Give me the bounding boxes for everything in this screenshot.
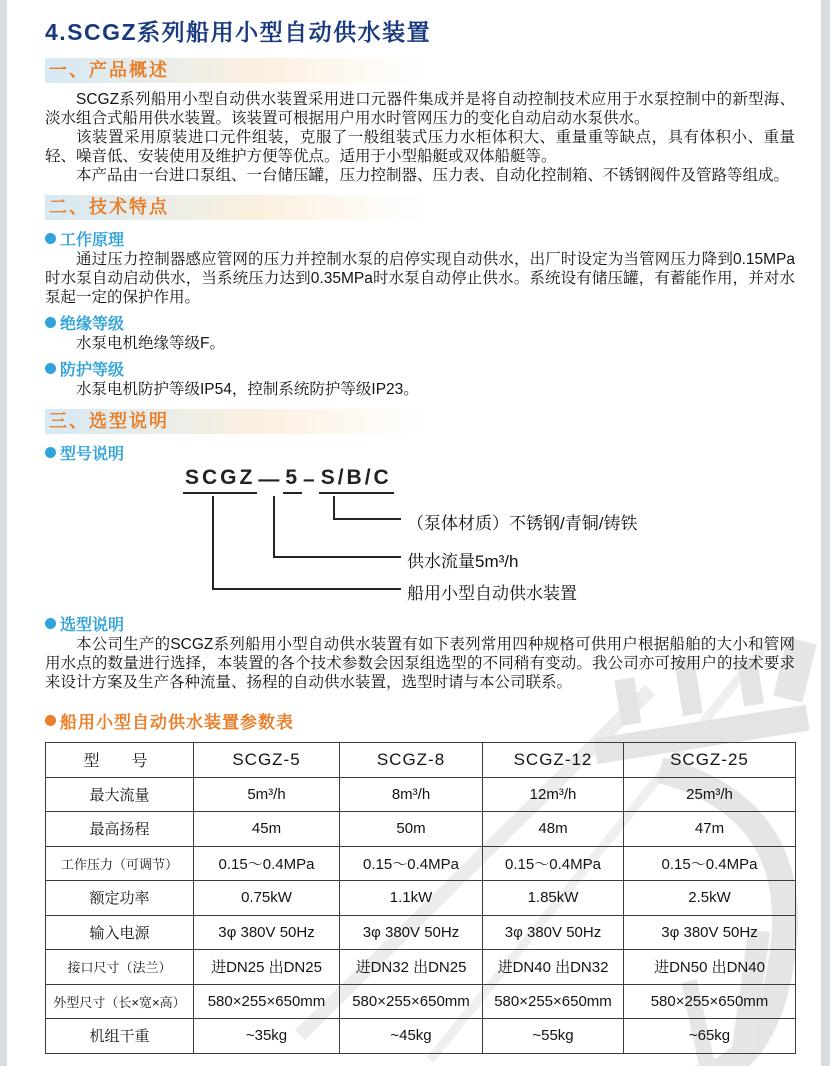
- model-code: [183, 466, 394, 494]
- feature-label: 防护等级: [60, 362, 125, 379]
- params-table: [45, 742, 796, 1054]
- cell-value: 0.15～0.4MPa: [194, 846, 340, 881]
- cell-value: 进DN50 出DN40: [624, 950, 796, 985]
- feature-text: 通过压力控制器感应管网的压力并控制水泵的启停实现自动供水，出厂时设定为当管网压力降到0.15MPa时水泵自动启动供水，当系统压力达到0.35MPa时水泵自动停止供水。系统设有储压罐，有蓄能作用，并对水泵起一定的保护作用。: [45, 251, 795, 306]
- table-row: [46, 812, 796, 847]
- cell-value: 1.1kW: [340, 881, 483, 916]
- cell-value: 0.15～0.4MPa: [483, 846, 624, 881]
- cell-value: 580×255×650mm: [340, 984, 483, 1019]
- table-row: [46, 881, 796, 916]
- feature-item-protection: [45, 357, 795, 380]
- cell-value: 5m³/h: [194, 777, 340, 812]
- header-cell: 型 号: [46, 743, 194, 778]
- cell-value: 50m: [340, 812, 483, 847]
- selection-paragraph: 本公司生产的SCGZ系列船用小型自动供水装置有如下表列常用四种规格可供用户根据船舶的大小和管网用水点的数量进行选择，本装置的各个技术参数会因泵组选型的不同稍有变动。我公司亦可按用户的技术要求来设计方案及生产各种流量、扬程的自动供水装置，选型时请与本公司联系。: [45, 636, 795, 691]
- model-segment-flow: 5: [283, 466, 302, 494]
- table-row: [46, 846, 796, 881]
- feature-label: 绝缘等级: [60, 316, 125, 333]
- model-explain-heading: [45, 441, 795, 464]
- row-label: 外型尺寸（长×宽×高）: [46, 984, 194, 1019]
- model-code-diagram: [45, 466, 795, 608]
- bullet-dot-icon: [45, 317, 56, 328]
- cell-value: 进DN40 出DN32: [483, 950, 624, 985]
- table-row: [46, 984, 796, 1019]
- callout-label: 供水流量5m³/h: [407, 552, 519, 571]
- cell-value: 47m: [624, 812, 796, 847]
- bullet-dot-icon: [45, 618, 56, 629]
- row-label: 额定功率: [46, 881, 194, 916]
- cell-value: 25m³/h: [624, 777, 796, 812]
- overview-paragraph-2: 该装置采用原装进口元件组装，克服了一般组装式压力水柜体积大、重量重等缺点，具有体积小、重量轻、噪音低、安装使用及维护方便等优点。适用于小型船艇或双体船艇等。: [45, 129, 795, 165]
- cell-value: 3φ 380V 50Hz: [340, 915, 483, 950]
- page-title: 4.SCGZ系列船用小型自动供水装置: [45, 19, 432, 45]
- cell-value: ~55kg: [483, 1019, 624, 1054]
- header-cell: SCGZ-8: [340, 743, 483, 778]
- section-heading-selection: 三、选型说明: [49, 411, 169, 431]
- cell-value: 进DN25 出DN25: [194, 950, 340, 985]
- cell-value: 2.5kW: [624, 881, 796, 916]
- table-row: [46, 915, 796, 950]
- connector-line: [273, 556, 401, 558]
- header-cell: SCGZ-5: [194, 743, 340, 778]
- cell-value: 1.85kW: [483, 881, 624, 916]
- connector-line: [273, 496, 275, 558]
- connector-line: [212, 496, 214, 590]
- page-edge-right: [821, 0, 830, 1066]
- bullet-dot-icon: [45, 447, 56, 458]
- bullet-dot-icon: [45, 363, 56, 374]
- feature-item-insulation: [45, 311, 795, 334]
- row-label: 工作压力（可调节）: [46, 846, 194, 881]
- table-row: [46, 950, 796, 985]
- params-table-body: [46, 743, 796, 1054]
- cell-value: 3φ 380V 50Hz: [483, 915, 624, 950]
- model-segment-material: S/B/C: [319, 466, 394, 494]
- cell-value: 0.15～0.4MPa: [340, 846, 483, 881]
- bullet-dot-icon: [45, 233, 56, 244]
- bullet-dot-icon: [45, 715, 56, 726]
- selection-heading-label: 选型说明: [60, 617, 125, 634]
- feature-text: 水泵电机绝缘等级F。: [76, 335, 225, 352]
- callout-label: 船用小型自动供水装置: [407, 584, 577, 603]
- model-separator: –: [303, 468, 318, 491]
- connector-line: [333, 496, 335, 520]
- cell-value: 8m³/h: [340, 777, 483, 812]
- row-label: 接口尺寸（法兰）: [46, 950, 194, 985]
- header-cell: SCGZ-12: [483, 743, 624, 778]
- cell-value: 580×255×650mm: [624, 984, 796, 1019]
- params-caption-label: 船用小型自动供水装置参数表: [60, 713, 294, 732]
- cell-value: 48m: [483, 812, 624, 847]
- feature-item-principle: [45, 227, 795, 250]
- cell-value: ~65kg: [624, 1019, 796, 1054]
- cell-value: ~45kg: [340, 1019, 483, 1054]
- cell-value: 12m³/h: [483, 777, 624, 812]
- cell-value: ~35kg: [194, 1019, 340, 1054]
- callout-label: （泵体材质）不锈钢/青铜/铸铁: [407, 514, 638, 533]
- overview-paragraph-3: 本产品由一台进口泵组、一台储压罐，压力控制器、压力表、自动化控制箱、不锈钢阀件及管路等组成。: [76, 167, 790, 184]
- row-label: 最大流量: [46, 777, 194, 812]
- cell-value: 580×255×650mm: [194, 984, 340, 1019]
- connector-line: [212, 588, 401, 590]
- row-label: 输入电源: [46, 915, 194, 950]
- row-label: 机组干重: [46, 1019, 194, 1054]
- header-cell: SCGZ-25: [624, 743, 796, 778]
- cell-value: 45m: [194, 812, 340, 847]
- feature-text: 水泵电机防护等级IP54，控制系统防护等级IP23。: [76, 381, 419, 398]
- model-heading-label: 型号说明: [60, 446, 125, 463]
- cell-value: 进DN32 出DN25: [340, 950, 483, 985]
- section-bar-overview: [45, 58, 427, 83]
- page-edge-left: [0, 0, 7, 1066]
- cell-value: 0.15～0.4MPa: [624, 846, 796, 881]
- params-caption: [45, 708, 795, 733]
- section-bar-tech: [45, 195, 427, 220]
- connector-line: [333, 518, 401, 520]
- table-row: [46, 1019, 796, 1054]
- table-header-row: [46, 743, 796, 778]
- model-separator: —: [258, 468, 283, 491]
- cell-value: 3φ 380V 50Hz: [194, 915, 340, 950]
- model-segment-series: SCGZ: [183, 466, 257, 494]
- feature-label: 工作原理: [60, 232, 125, 249]
- row-label: 最高扬程: [46, 812, 194, 847]
- overview-paragraph-1: SCGZ系列船用小型自动供水装置采用进口元器件集成并是将自动控制技术应用于水泵控制中的新型海、淡水组合式船用供水装置。该装置可根据用户用水时管网压力的变化自动启动水泵供水。: [45, 91, 795, 127]
- section-heading-overview: 一、产品概述: [49, 60, 169, 80]
- selection-explain-heading: [45, 612, 795, 635]
- table-row: [46, 777, 796, 812]
- cell-value: 3φ 380V 50Hz: [624, 915, 796, 950]
- cell-value: 0.75kW: [194, 881, 340, 916]
- section-bar-selection: [45, 409, 427, 434]
- section-heading-tech: 二、技术特点: [49, 197, 169, 217]
- cell-value: 580×255×650mm: [483, 984, 624, 1019]
